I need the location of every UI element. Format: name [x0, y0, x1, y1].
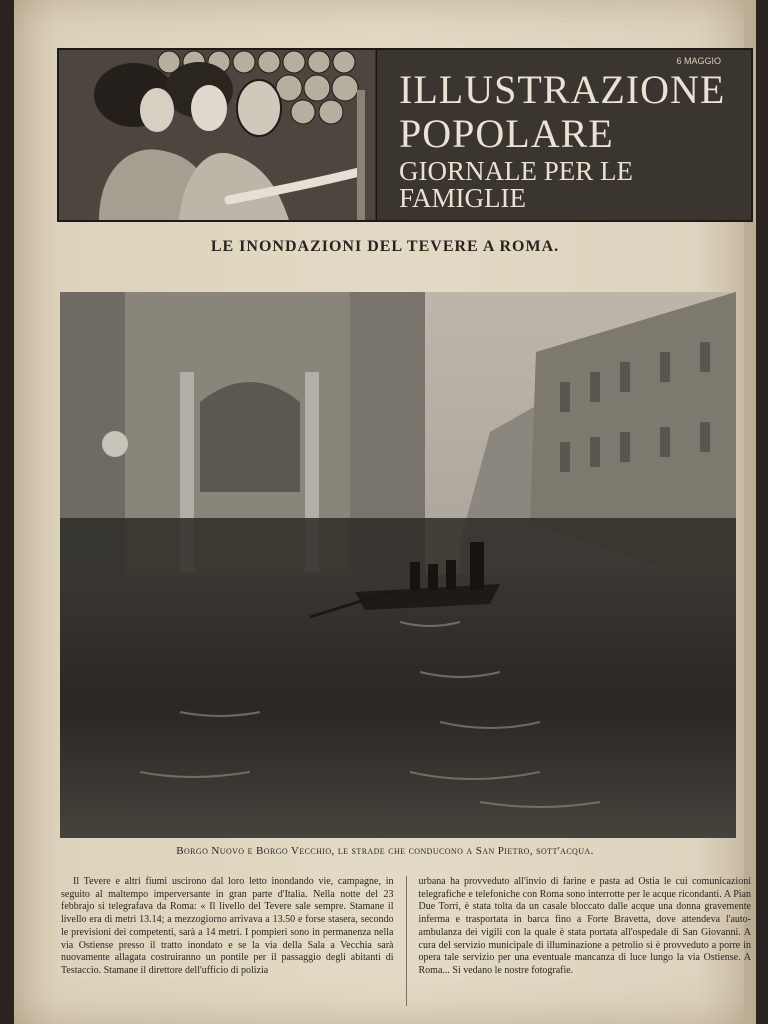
masthead-illustration — [59, 50, 377, 220]
masthead-title-line3: GIORNALE PER LE FAMIGLIE — [399, 156, 633, 213]
article-paragraph-right: urbana ha provveduto all'invio di farine e pasta ad Ostia le cui comunicazioni telegrafiche e telefoniche con Roma sono interrotte per le acque ricondanti. A Pian Due Torri, è stata tolta da un casale bloccato dalle acque una donna gravemente inferma e trasportata in barca fino a Forte Bravetta, dove attendeva l'auto-ambulanza dei vigili con la quale è stata portata all'ospedale di San Giovanni. A cura del servizio municipale di illuminazione a petrolio si è provveduto a porre in opera tale servizio per una eventuale mancanza di luce lungo la via Ostiense. A Roma... Si vedano le nostre fotografie. — [418, 876, 751, 976]
article-body — [61, 876, 751, 1006]
article-paragraph-left: Il Tevere e altri fiumi uscirono dal loro letto inondando vie, campagne, in seguito al maltempo imperversante in gran parte d'Italia. Nella notte del 23 febbrajo si telegrafava da Roma: « Il livello del Tevere sale sempre. Stamane il livello era di metri 13.14; a mezzogiorno arrivava a 13.50 e forse stasera, secondo le previsioni dei competenti, sarà a 14 metri. I pompieri sono in permanenza nella via Ostiense presso il tratto inondato e se la via della Sala a Vecchia sarà nuovamente allagata costruiranno un pontile per il passaggio degli abitanti di Testaccio. Stamane il direttore dell'ufficio di polizia — [61, 876, 394, 976]
article-headline: LE INONDAZIONI DEL TEVERE A ROMA. — [210, 238, 560, 255]
masthead-title-line2: POPOLARE — [399, 111, 614, 156]
art-nouveau-women-illustration — [59, 50, 377, 220]
flooded-street-photo — [60, 292, 736, 838]
masthead-title — [399, 67, 739, 213]
photo-caption: Borgo Nuovo e Borgo Vecchio, le strade che conducono a San Pietro, sott'acqua. — [176, 845, 594, 857]
flood-photograph — [60, 292, 736, 838]
article-column-right — [419, 876, 752, 1006]
newspaper-page — [14, 0, 756, 1024]
masthead — [57, 48, 753, 222]
masthead-date: 6 MAGGIO — [676, 56, 721, 66]
column-divider — [406, 876, 407, 1006]
article-column-left — [61, 876, 394, 1006]
masthead-title-line1: ILLUSTRAZIONE — [399, 67, 726, 112]
